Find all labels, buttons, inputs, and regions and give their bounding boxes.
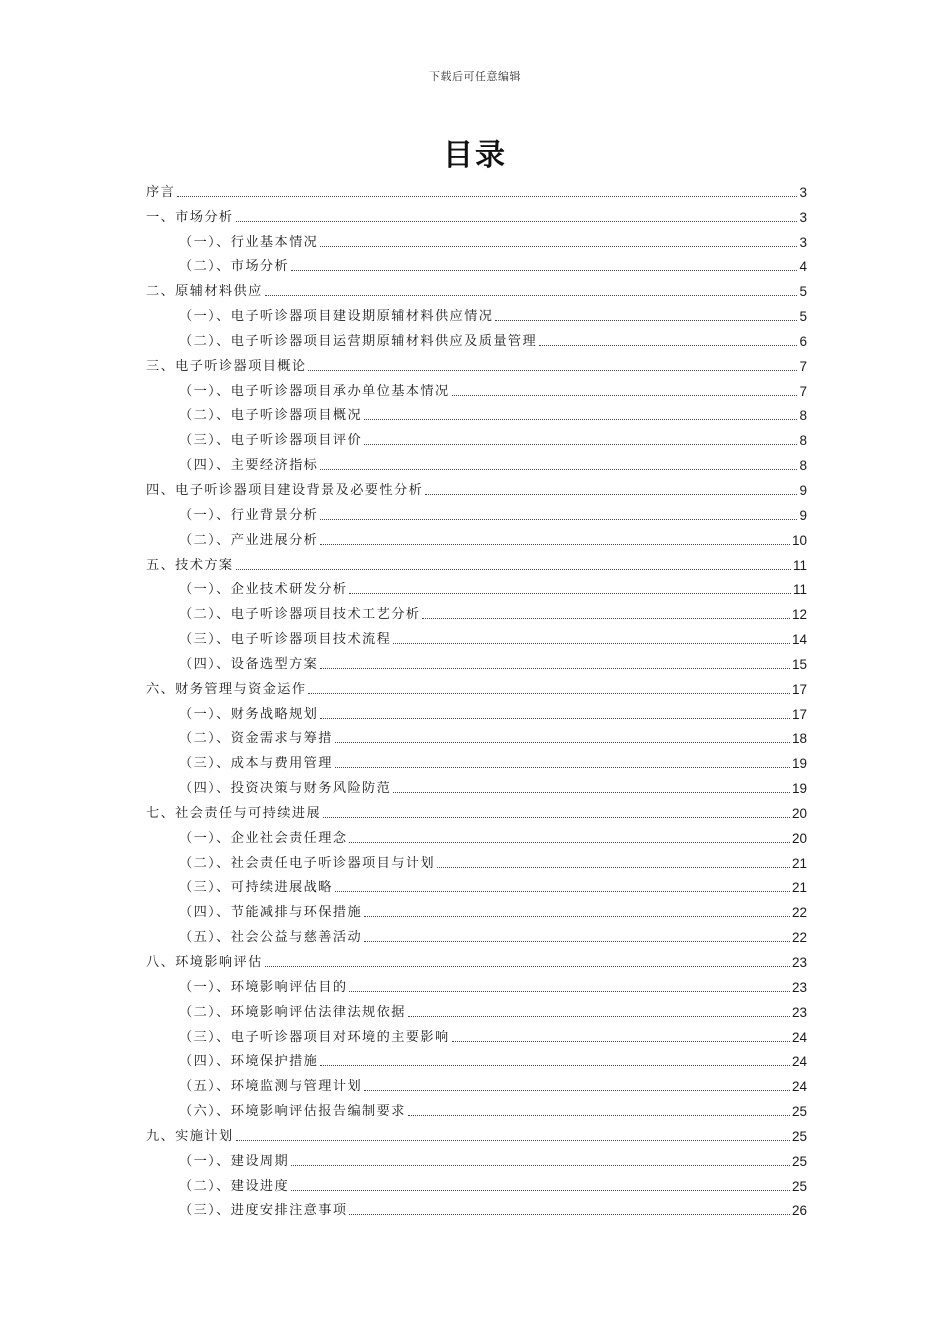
dot-leader	[177, 196, 797, 197]
page-title: 目录	[443, 138, 507, 173]
toc-entry-page-number: 9	[799, 482, 807, 498]
toc-entry-label: （二）、电子听诊器项目概况	[179, 408, 363, 424]
dot-leader	[291, 1165, 790, 1166]
toc-entry-label: （二）、市场分析	[179, 259, 290, 275]
toc-entry-page-number: 20	[791, 805, 807, 821]
toc-entry-label: （一）、企业技术研发分析	[179, 582, 348, 598]
dot-leader	[408, 1016, 790, 1017]
toc-entry-page-number: 19	[791, 781, 807, 797]
dot-leader	[364, 916, 790, 917]
toc-entry[interactable]	[146, 847, 807, 872]
dot-leader	[320, 469, 797, 470]
toc-entry-label: 四、电子听诊器项目建设背景及必要性分析	[146, 482, 424, 498]
toc-entry[interactable]	[146, 1095, 807, 1120]
toc-entry-page-number: 22	[791, 905, 807, 921]
toc-entry-label: 七、社会责任与可持续进展	[146, 805, 322, 821]
dot-leader	[291, 270, 797, 271]
toc-entry-page-number: 3	[799, 184, 807, 200]
toc-entry-label: 八、环境影响评估	[146, 955, 263, 970]
toc-entry[interactable]	[146, 1070, 807, 1095]
toc-entry[interactable]	[146, 176, 807, 201]
toc-entry-label: （二）、资金需求与筹措	[179, 731, 333, 747]
toc-entry[interactable]	[146, 524, 807, 549]
dot-leader	[320, 246, 797, 247]
toc-entry-page-number: 9	[799, 507, 807, 523]
dot-leader	[323, 817, 790, 818]
toc-entry[interactable]	[146, 896, 807, 921]
toc-entry[interactable]	[146, 400, 807, 425]
toc-entry[interactable]	[146, 772, 807, 797]
toc-entry-page-number: 18	[791, 731, 807, 747]
toc-entry[interactable]	[146, 747, 807, 772]
toc-entry-page-number: 8	[799, 408, 807, 424]
dot-leader	[236, 1140, 790, 1141]
toc-entry-page-number: 24	[791, 1029, 807, 1045]
dot-leader	[320, 718, 790, 719]
dot-leader	[265, 295, 798, 296]
toc-entry-label: （三）、电子听诊器项目对环境的主要影响	[179, 1029, 450, 1045]
dot-leader	[308, 693, 790, 694]
toc-entry[interactable]	[146, 797, 807, 822]
toc-entry-page-number: 12	[791, 607, 807, 623]
toc-entry-label: （四）、设备选型方案	[179, 656, 319, 672]
toc-entry[interactable]	[146, 424, 807, 449]
toc-entry-page-number: 15	[791, 656, 807, 672]
toc-entry[interactable]	[146, 549, 807, 574]
toc-entry-label: （二）、电子听诊器项目技术工艺分析	[179, 607, 421, 623]
toc-entry-page-number: 11	[792, 582, 807, 598]
dot-leader	[364, 419, 797, 420]
toc-entry-label: 九、实施计划	[146, 1128, 234, 1144]
toc-entry-page-number: 10	[791, 532, 807, 548]
toc-entry[interactable]	[146, 325, 807, 350]
dot-leader	[452, 1041, 790, 1042]
toc-entry-label: （四）、节能减排与环保措施	[179, 905, 363, 921]
toc-entry-label: （二）、产业进展分析	[179, 532, 319, 548]
toc-entry-label: （一）、行业基本情况	[179, 234, 319, 250]
dot-leader	[393, 792, 790, 793]
toc-entry-page-number: 24	[791, 1079, 807, 1095]
dot-leader	[349, 991, 790, 992]
dot-leader	[335, 891, 790, 892]
toc-entry-page-number: 7	[799, 383, 807, 399]
toc-entry-label: （四）、主要经济指标	[179, 458, 319, 474]
dot-leader	[349, 842, 790, 843]
header-note: 下载后可任意编辑	[429, 70, 521, 83]
toc-entry[interactable]	[146, 1120, 807, 1145]
toc-entry-label: 六、财务管理与资金运作	[146, 681, 307, 697]
toc-entry[interactable]	[146, 201, 807, 226]
toc-entry-page-number: 25	[791, 1104, 807, 1120]
toc-entry[interactable]	[146, 598, 807, 623]
dot-leader	[364, 941, 790, 942]
toc-entry[interactable]	[146, 623, 807, 648]
dot-leader	[236, 569, 791, 570]
dot-leader	[308, 370, 797, 371]
toc-entry-page-number: 26	[791, 1203, 807, 1219]
toc-entry-page-number: 25	[791, 1153, 807, 1169]
toc-entry-page-number: 3	[799, 234, 807, 250]
toc-entry-page-number: 19	[791, 756, 807, 772]
toc-entry-label: （一）、建设周期	[179, 1153, 290, 1169]
toc-entry[interactable]	[146, 946, 807, 971]
toc-entry-page-number: 25	[791, 1128, 807, 1144]
toc-entry-page-number: 22	[791, 930, 807, 946]
toc-entry-page-number: 24	[791, 1054, 807, 1070]
toc-entry-label: （一）、电子听诊器项目承办单位基本情况	[179, 383, 450, 399]
dot-leader	[437, 867, 790, 868]
toc-entry[interactable]	[146, 251, 807, 276]
toc-entry[interactable]	[146, 698, 807, 723]
dot-leader	[320, 519, 797, 520]
toc-entry-label: （五）、社会公益与慈善活动	[179, 930, 363, 946]
dot-leader	[408, 1115, 790, 1116]
dot-leader	[335, 767, 790, 768]
toc-entry-label: （一）、电子听诊器项目建设期原辅材料供应情况	[179, 309, 494, 325]
dot-leader	[495, 320, 797, 321]
toc-entry-label: （一）、企业社会责任理念	[179, 830, 348, 846]
toc-entry[interactable]	[146, 822, 807, 847]
toc-entry-page-number: 17	[791, 706, 807, 722]
toc-entry-page-number: 25	[791, 1178, 807, 1194]
toc-entry-label: （三）、进度安排注意事项	[179, 1203, 348, 1219]
toc-entry-label: 五、技术方案	[146, 557, 234, 573]
dot-leader	[425, 494, 797, 495]
toc-entry[interactable]	[146, 474, 807, 499]
toc-entry-label: （三）、可持续进展战略	[179, 880, 333, 896]
toc-entry-page-number: 3	[799, 209, 807, 225]
toc-entry-page-number: 11	[792, 557, 807, 573]
dot-leader	[539, 345, 797, 346]
toc-entry-page-number: 21	[791, 880, 807, 896]
toc-entry-label: （二）、建设进度	[179, 1178, 290, 1194]
toc-entry-page-number: 21	[791, 855, 807, 871]
dot-leader	[452, 395, 798, 396]
toc-entry[interactable]	[146, 1145, 807, 1170]
toc-entry-page-number: 23	[791, 979, 807, 995]
dot-leader	[393, 643, 790, 644]
toc-entry[interactable]	[146, 921, 807, 946]
toc-entry-label: （四）、环境保护措施	[179, 1054, 319, 1070]
dot-leader	[349, 1214, 790, 1215]
toc-entry[interactable]	[146, 499, 807, 524]
dot-leader	[364, 1090, 790, 1091]
toc-entry-label: 一、市场分析	[146, 209, 234, 225]
toc-entry-label: （三）、电子听诊器项目技术流程	[179, 632, 392, 648]
dot-leader	[320, 544, 790, 545]
toc-entry-label: （二）、电子听诊器项目运营期原辅材料供应及质量管理	[179, 333, 538, 349]
toc-entry[interactable]	[146, 375, 807, 400]
toc-entry-page-number: 8	[799, 458, 807, 474]
toc-entry[interactable]	[146, 673, 807, 698]
toc-entry[interactable]	[146, 350, 807, 375]
toc-entry-page-number: 14	[791, 632, 807, 648]
toc-entry[interactable]	[146, 872, 807, 897]
toc-entry-label: （三）、电子听诊器项目评价	[179, 433, 363, 449]
toc-entry-page-number: 20	[791, 830, 807, 846]
toc-entry[interactable]	[146, 971, 807, 996]
toc-entry[interactable]	[146, 1170, 807, 1195]
dot-leader	[265, 966, 790, 967]
dot-leader	[320, 1065, 790, 1066]
dot-leader	[349, 593, 791, 594]
dot-leader	[320, 668, 790, 669]
toc-entry-label: （一）、财务战略规划	[179, 706, 319, 722]
toc-entry-page-number: 6	[799, 333, 807, 349]
table-of-contents	[146, 176, 807, 1219]
toc-entry[interactable]	[146, 996, 807, 1021]
toc-entry-label: （一）、行业背景分析	[179, 507, 319, 523]
toc-entry[interactable]	[146, 574, 807, 599]
toc-entry-label: 序言	[146, 184, 176, 200]
toc-entry[interactable]	[146, 449, 807, 474]
dot-leader	[236, 221, 798, 222]
toc-entry-label: （二）、社会责任电子听诊器项目与计划	[179, 855, 435, 871]
toc-entry-label: （四）、投资决策与财务风险防范	[179, 781, 392, 797]
toc-entry[interactable]	[146, 648, 807, 673]
toc-entry-page-number: 5	[799, 309, 807, 325]
dot-leader	[335, 742, 790, 743]
toc-entry-label: （五）、环境监测与管理计划	[179, 1079, 363, 1095]
dot-leader	[291, 1190, 790, 1191]
toc-entry-label: 二、原辅材料供应	[146, 284, 263, 300]
toc-entry[interactable]	[146, 300, 807, 325]
dot-leader	[364, 444, 797, 445]
toc-entry-page-number: 5	[799, 284, 807, 300]
toc-entry-page-number: 23	[791, 955, 807, 970]
toc-entry-label: （二）、环境影响评估法律法规依据	[179, 1004, 406, 1020]
toc-entry-label: （六）、环境影响评估报告编制要求	[179, 1104, 406, 1120]
toc-entry[interactable]	[146, 1195, 807, 1220]
toc-entry[interactable]	[146, 723, 807, 748]
toc-entry-page-number: 23	[791, 1004, 807, 1020]
toc-entry-page-number: 7	[799, 358, 807, 374]
dot-leader	[422, 618, 790, 619]
toc-entry-page-number: 17	[791, 681, 807, 697]
toc-entry[interactable]	[146, 1021, 807, 1046]
toc-entry[interactable]	[146, 275, 807, 300]
toc-entry[interactable]	[146, 1046, 807, 1071]
toc-entry-label: 三、电子听诊器项目概论	[146, 358, 307, 374]
toc-entry[interactable]	[146, 226, 807, 251]
toc-entry-label: （一）、环境影响评估目的	[179, 979, 348, 995]
toc-entry-label: （三）、成本与费用管理	[179, 756, 333, 772]
toc-entry-page-number: 4	[799, 259, 807, 275]
toc-entry-page-number: 8	[799, 433, 807, 449]
